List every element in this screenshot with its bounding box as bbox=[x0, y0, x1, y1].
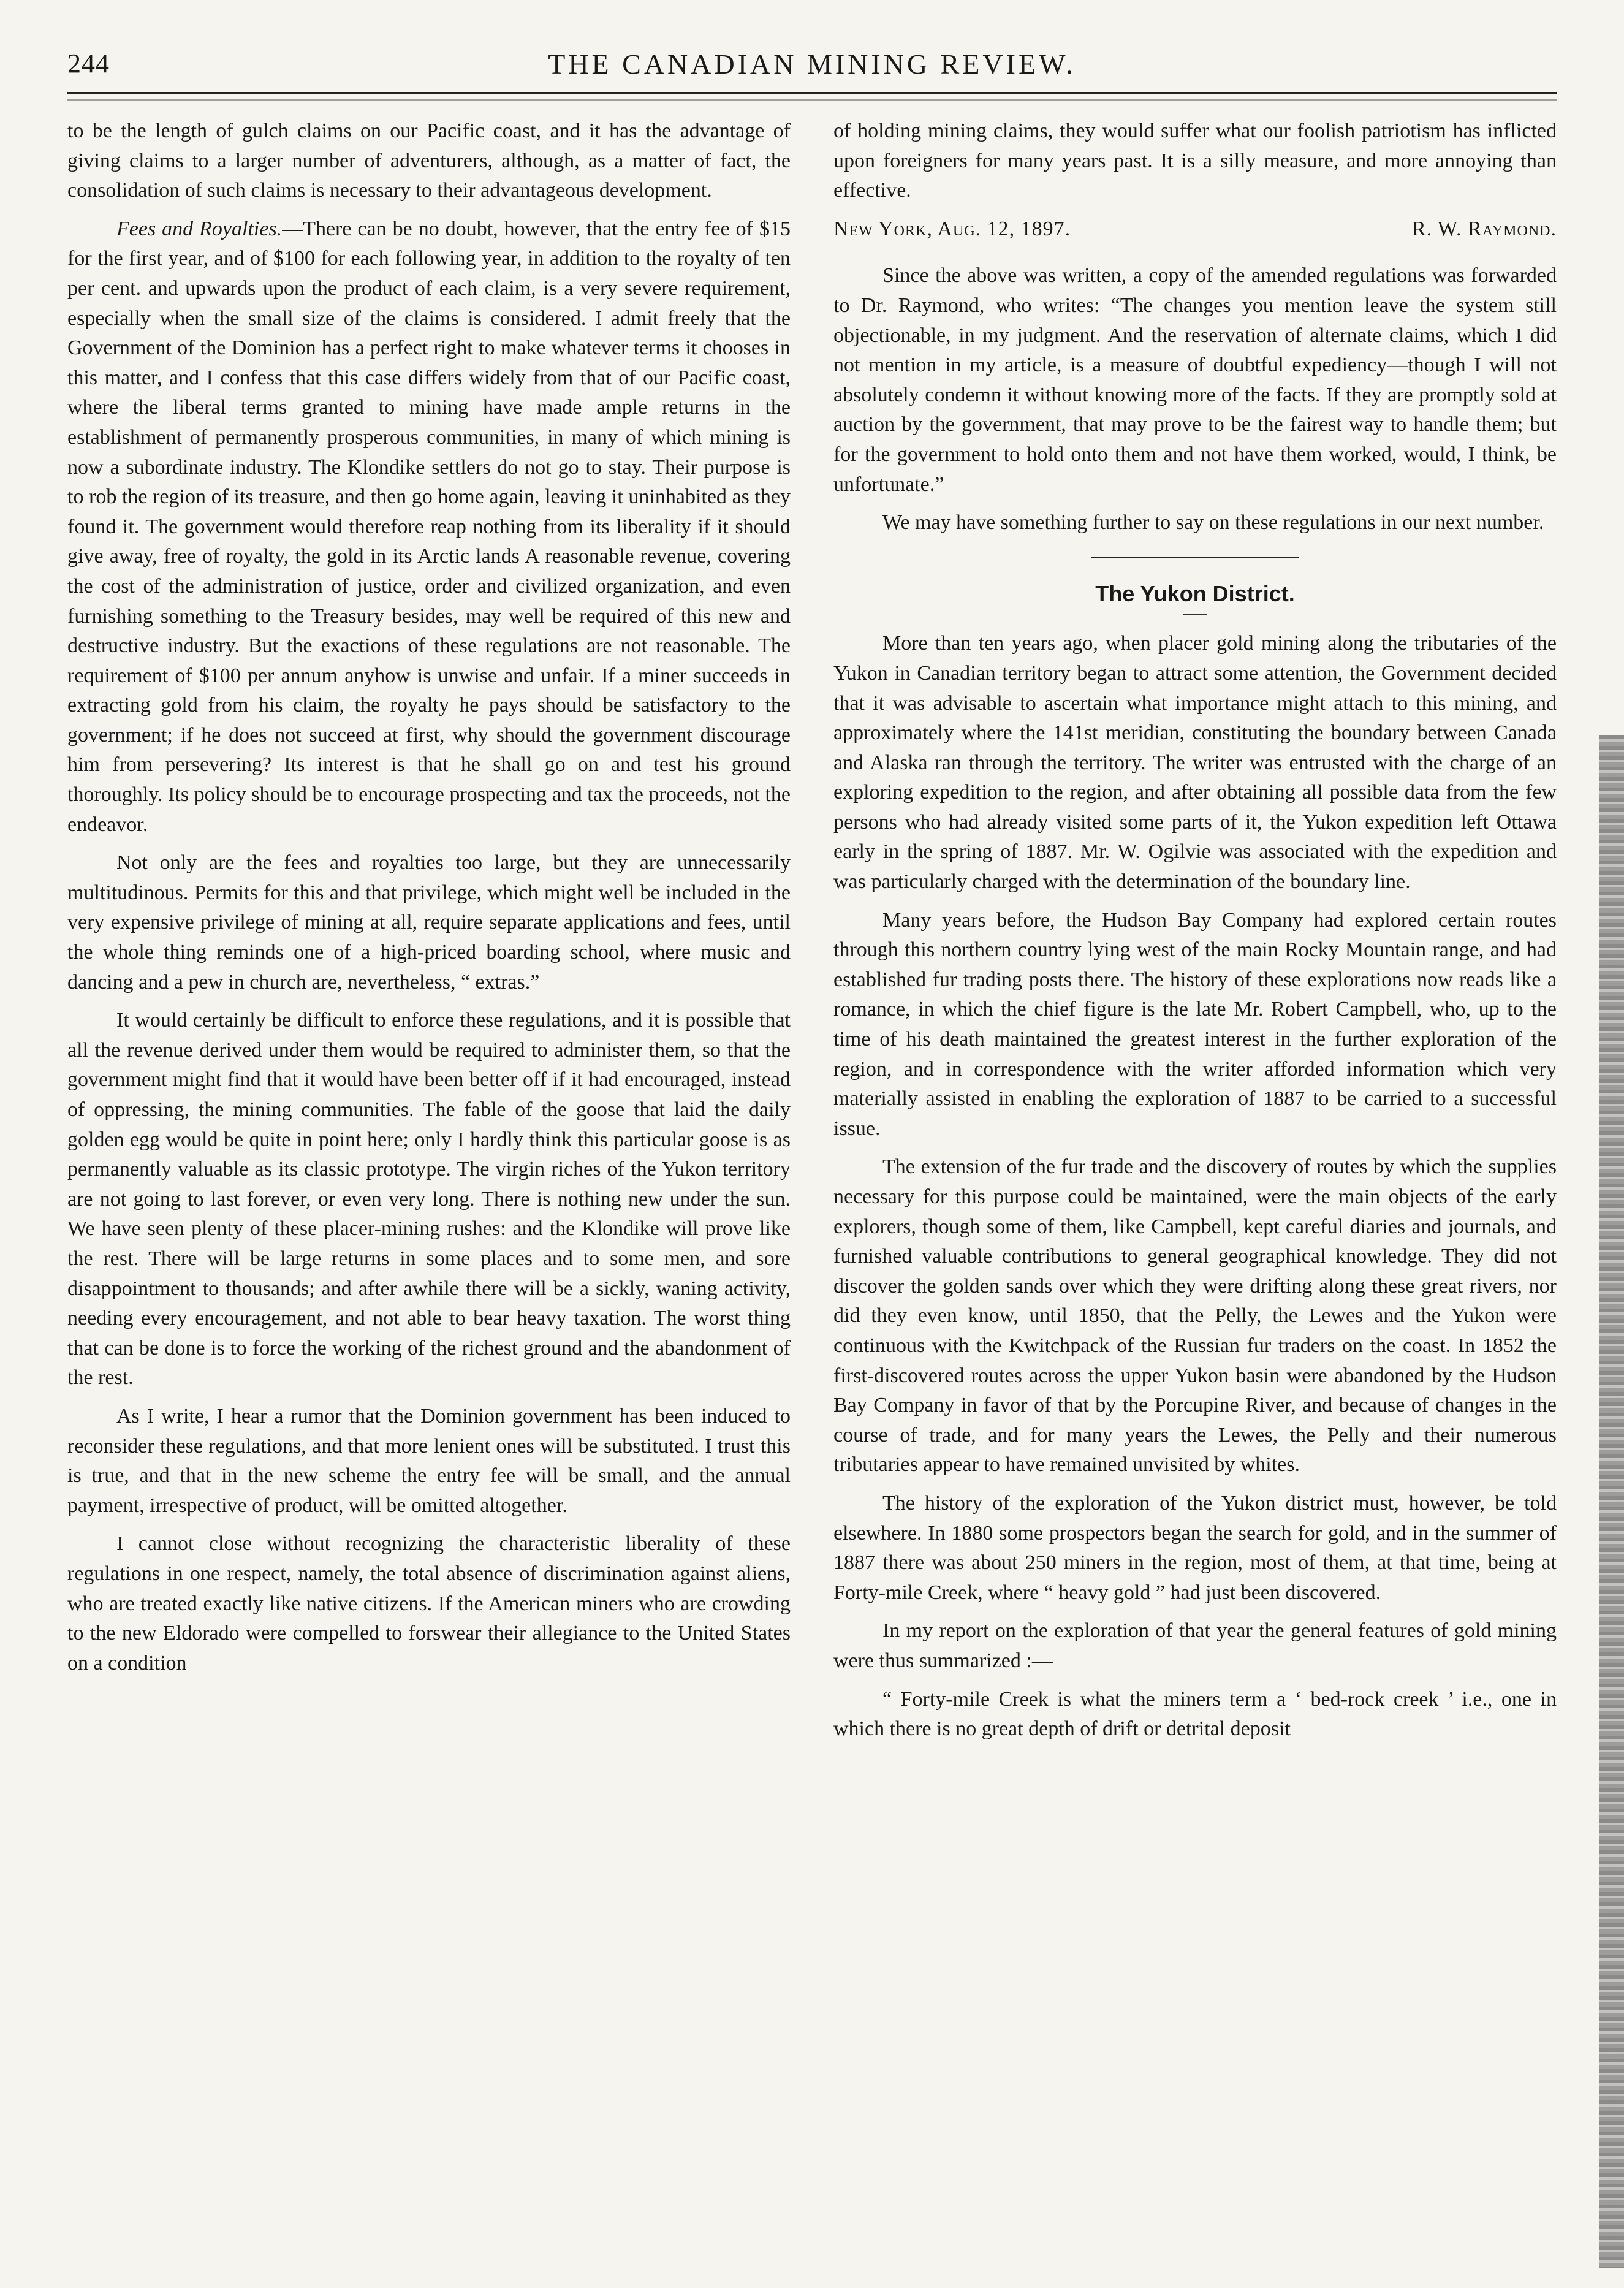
page-header bbox=[67, 43, 1557, 94]
paragraph: We may have something further to say on these regulations in our next number. bbox=[882, 511, 1544, 534]
signature-line bbox=[833, 215, 1557, 245]
paragraph: In my report on the exploration of that year the general features of gold mining were thus summarized :— bbox=[833, 1619, 1557, 1672]
paragraph: As I write, I hear a rumor that the Dominion government has been induced to reconsider these regulations, and that more lenient ones will be substituted. I trust this is true, and that in the new scheme the entry fee will be small, and the annual payment, irrespective of product, will be omitted altogether. bbox=[67, 1404, 791, 1517]
dateline: New York, Aug. 12, 1897. bbox=[833, 217, 1071, 240]
title-dash bbox=[1183, 614, 1207, 615]
paragraph: “ Forty-mile Creek is what the miners term a ‘ bed-rock creek ’ i.e., one in which there is no great depth of drift or detrital deposit bbox=[833, 1687, 1557, 1741]
scan-edge bbox=[1599, 735, 1624, 2268]
paragraph: Since the above was written, a copy of the amended regulations was forwarded to Dr. Raymond, who writes: “The changes you mention leave the system still objectionable, in my judgment. And the reservation of alternate claims, which I did not mention in my article, is a measure of doubtful expediency—though I will not absolutely condemn it without knowing more of the facts. If they are promptly sold at auction by the government, that may prove to be the fairest way to handle them; but for the government to hold onto them and not have them worked, would, I think, be unfortunate.” bbox=[833, 264, 1557, 496]
article-columns bbox=[67, 116, 1557, 1753]
paragraph: The history of the exploration of the Yukon district must, however, be told elsewhere. In 1880 some prospectors began the search for gold, and in the summer of 1887 there was about 250 miners in the region, most of them, at that time, being at Forty-mile Creek, where “ heavy gold ” had just been discovered. bbox=[833, 1491, 1557, 1604]
journal-title: THE CANADIAN MINING REVIEW. bbox=[548, 48, 1076, 80]
paragraph-body: —There can be no doubt, however, that the entry fee of $15 for the first year, and of $100 for each following year, in addition to the royalty of ten per cent. and upwards upon the product of each claim, is a very severe requirement, especially when the small size of the claims is considered. I admit freely that the Government of the Dominion has a perfect right to make whatever terms it chooses in this matter, and I confess that this case differs widely from that of our Pacific coast, where the liberal terms granted to mining have made ample returns in the establishment of permanently prosperous communities, in many of which mining is now a subordinate industry. The Klondike settlers do not go to stay. Their purpose is to rob the region of its treasure, and then go home again, leaving it uninhabited as they found it. The government would therefore reap nothing from its liberality if it should give away, free of royalty, the gold in its Arctic lands A reasonable revenue, covering the cost of the administration of justice, order and civilized organization, and even furnishing something to the Treasury besides, may well be required of this new and destructive industry. But the exactions of these regulations are not reasonable. The requirement of $100 per annum anyhow is unwise and unfair. If a miner succeeds in extracting gold from his claim, the royalty he pays should be satisfactory to the government; if he does not succeed at first, why should the government discourage him from persevering? Its interest is that he shall go on and test his ground thoroughly. Its policy should be to encourage prospecting and tax the proceeds, not the endeavor. bbox=[67, 217, 791, 836]
page-number: 244 bbox=[67, 48, 110, 78]
paragraph: The extension of the fur trade and the discovery of routes by which the supplies necessary for this purpose could be maintained, were the main objects of the early explorers, though some of them, like Campbell, kept careful diaries and journals, and furnished valuable contributions to general geographical knowledge. They did not discover the golden sands over which they were drifting along these great rivers, nor did they even know, until 1850, that the Pelly, the Lewes and the Yukon were continuous with the Kwitchpack of the Russian fur traders on the coast. In 1852 the first-discovered routes across the upper Yukon basin were abandoned by the Hudson Bay Company in favor of that by the Porcupine River, and because of changes in the course of trade, and for many years the Lewes, the Pelly and their numerous tributaries appear to have remained unvisited by whites. bbox=[833, 1155, 1557, 1477]
author-signature: R. W. Raymond. bbox=[1411, 217, 1557, 240]
header-rule bbox=[67, 99, 1557, 101]
paragraph: More than ten years ago, when placer gold mining along the tributaries of the Yukon in Canadian territory began to attract some attention, the Government decided that it was advisable to ascertain what importance might attach to this mining, and approximately where the 141st meridian, constituting the boundary between Canada and Alaska ran through the territory. The writer was entrusted with the charge of an exploring expedition to the region, and after obtaining all possible data from the few persons who had already visited some parts of it, the Yukon expedition left Ottawa early in the spring of 1887. Mr. W. Ogilvie was associated with the expedition and was particularly charged with the determination of the boundary line. bbox=[833, 632, 1557, 894]
right-column bbox=[833, 116, 1557, 1753]
section-title: The Yukon District. bbox=[1095, 580, 1295, 606]
paragraph: Not only are the fees and royalties too large, but they are unnecessarily multitudinous. Permits for this and that privilege, which might well be included in the very expensive privilege of mining at all, require separate applications and fees, until the whole thing reminds one of a high-priced boarding school, where music and dancing and a pew in church are, nevertheless, “ extras.” bbox=[67, 851, 791, 994]
paragraph: to be the length of gulch claims on our Pacific coast, and it has the advantage of giving claims to a larger number of adventurers, although, as a matter of fact, the consolidation of such claims is necessary to their advantageous development. bbox=[67, 120, 791, 202]
run-in-heading: Fees and Royalties. bbox=[116, 217, 283, 240]
paragraph: Many years before, the Hudson Bay Company had explored certain routes through this northern country lying west of the main Rocky Mountain range, and had established fur trading posts there. The history of these explorations now reads like a romance, in which the chief figure is the late Mr. Robert Campbell, who, up to the time of his death maintained the greatest interest in the further exploration of the region, and in correspondence with the writer afforded information which very materially assisted in enabling the exploration of 1887 to be carried to a successful issue. bbox=[833, 908, 1557, 1140]
left-column bbox=[67, 116, 791, 1753]
page bbox=[67, 43, 1557, 2262]
paragraph: of holding mining claims, they would suffer what our foolish patriotism has inflicted upon foreigners for many years past. It is a silly measure, and more annoying than effective. bbox=[833, 120, 1557, 202]
paragraph-fees-royalties bbox=[67, 215, 791, 840]
paragraph: I cannot close without recognizing the characteristic liberality of these regulations in one respect, namely, the total absence of discrimination against aliens, who are treated exactly like native citizens. If the American miners who are crowding to the new Eldorado were compelled to forswear their allegiance to the United States on a condition bbox=[67, 1532, 791, 1674]
section-divider bbox=[1091, 557, 1299, 558]
paragraph: It would certainly be difficult to enforce these regulations, and it is possible that all the revenue derived under them would be required to administer them, so that the government might find that it would have been better off if it had encouraged, instead of oppressing, the mining communities. The fable of the goose that laid the daily golden egg would be quite in point here; only I hardly think this particular goose is as permanently valuable as its classic prototype. The virgin riches of the Yukon territory are not going to last forever, or even very long. There is nothing new under the sun. We have seen plenty of these placer-mining rushes: and the Klondike will prove like the rest. There will be large returns in some places and to some men, and sore disappointment to thousands; and after awhile there will be a sickly, waning activity, needing every encouragement, and not able to bear heavy taxation. The worst thing that can be done is to force the working of the richest ground and the abandonment of the rest. bbox=[67, 1009, 791, 1389]
